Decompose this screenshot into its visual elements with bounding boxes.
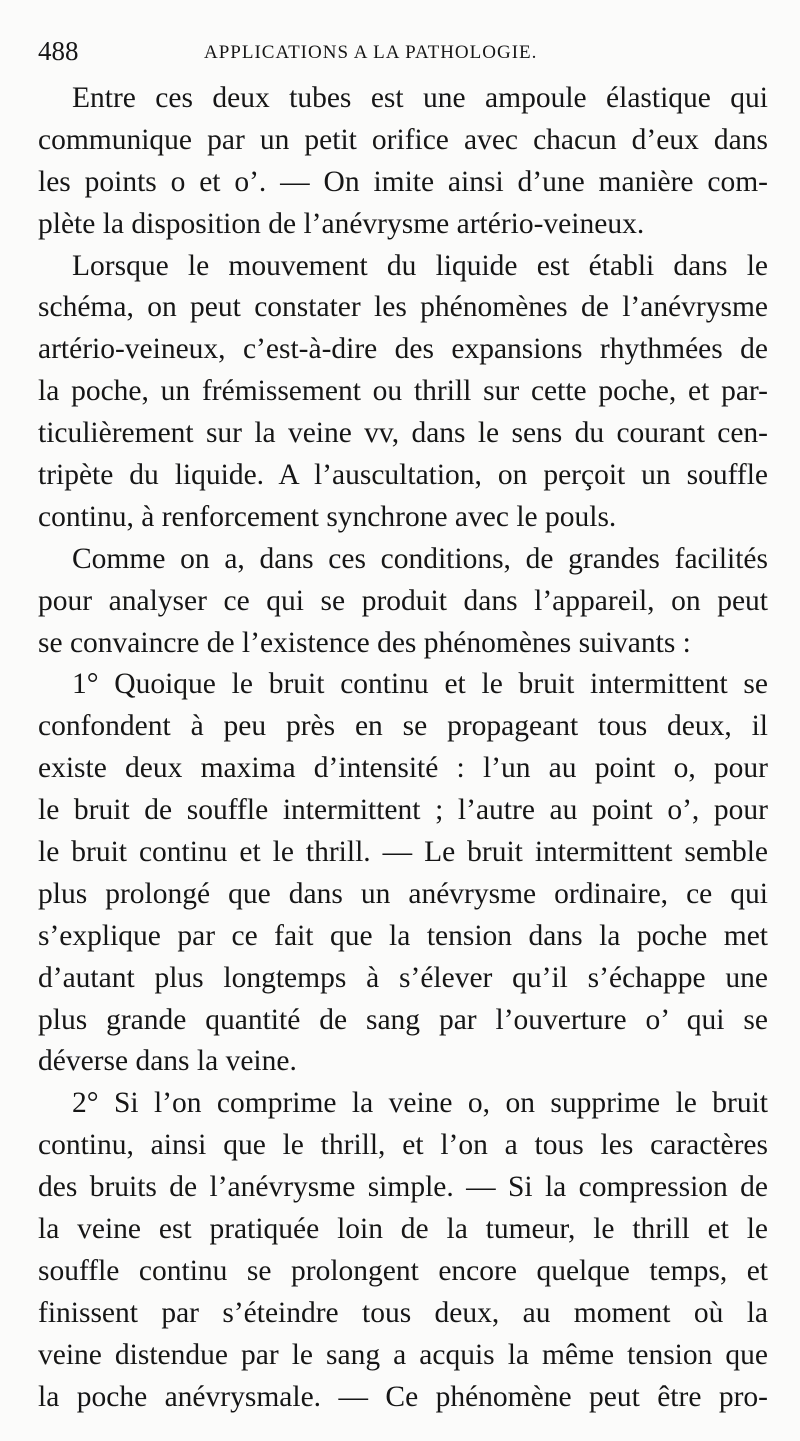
running-head: APPLICATIONS A LA PATHOLOGIE. (204, 42, 538, 63)
text-line: la veine est pratiquée loin de la tumeur, le thrill et le (38, 1213, 768, 1246)
page-header (38, 36, 778, 70)
text-line: plète la disposition de l’anévrysme artério-veineux. (38, 207, 645, 240)
text-line: se convaincre de l’existence des phénomènes suivants : (38, 626, 691, 659)
text-line: confondent à peu près en se propageant tous deux, il (38, 710, 768, 743)
text-line: la poche, un frémissement ou thrill sur cette poche, et par- (38, 375, 768, 408)
text-line: Entre ces deux tubes est une ampoule élastique qui (72, 82, 768, 114)
text-line: continu, ainsi que le thrill, et l’on a tous les caractères (38, 1129, 768, 1162)
text-line: des bruits de l’anévrysme simple. — Si la compression de (38, 1171, 768, 1204)
text-line: continu, à renforcement synchrone avec le pouls. (38, 500, 617, 533)
text-line: artério-veineux, c’est-à-dire des expansions rhythmées de (38, 333, 768, 366)
page-number: 488 (38, 36, 79, 66)
text-line: le bruit de souffle intermittent ; l’autre au point o’, pour (38, 794, 768, 827)
text-line: existe deux maxima d’intensité : l’un au point o, pour (38, 752, 768, 785)
text-line: la poche anévrysmale. — Ce phénomène peut être pro- (38, 1380, 768, 1413)
text-line: plus prolongé que dans un anévrysme ordinaire, ce qui (38, 877, 768, 910)
text-line: s’explique par ce fait que la tension dans la poche met (38, 919, 768, 952)
text-line: d’autant plus longtemps à s’élever qu’il s’échappe une (38, 961, 768, 994)
text-line: souffle continu se prolongent encore quelque temps, et (38, 1254, 768, 1287)
text-line: tripète du liquide. A l’auscultation, on perçoit un souffle (38, 459, 768, 492)
text-line: plus grande quantité de sang par l’ouverture o’ qui se (38, 1003, 768, 1036)
body-text (38, 78, 768, 1419)
text-line: le bruit continu et le thrill. — Le bruit intermittent semble (38, 836, 768, 869)
text-line: Comme on a, dans ces conditions, de grandes facilités (72, 542, 768, 575)
text-line: 2° Si l’on comprime la veine o, on supprime le bruit (72, 1087, 768, 1120)
text-line: ticulièrement sur la veine vv, dans le sens du courant cen- (38, 417, 768, 450)
text-line: 1° Quoique le bruit continu et le bruit intermittent se (72, 668, 768, 701)
text-line: pour analyser ce qui se produit dans l’appareil, on peut (38, 584, 768, 617)
text-line: schéma, on peut constater les phénomènes de l’anévrysme (38, 291, 768, 324)
text-line: Lorsque le mouvement du liquide est établi dans le (72, 249, 768, 282)
text-line: les points o et o’. — On imite ainsi d’une manière com- (38, 165, 768, 198)
text-line: déverse dans la veine. (38, 1045, 297, 1078)
text-line: veine distendue par le sang a acquis la même tension que (38, 1338, 768, 1371)
text-line: communique par un petit orifice avec chacun d’eux dans (38, 123, 768, 156)
text-line: finissent par s’éteindre tous deux, au moment où la (38, 1296, 768, 1329)
